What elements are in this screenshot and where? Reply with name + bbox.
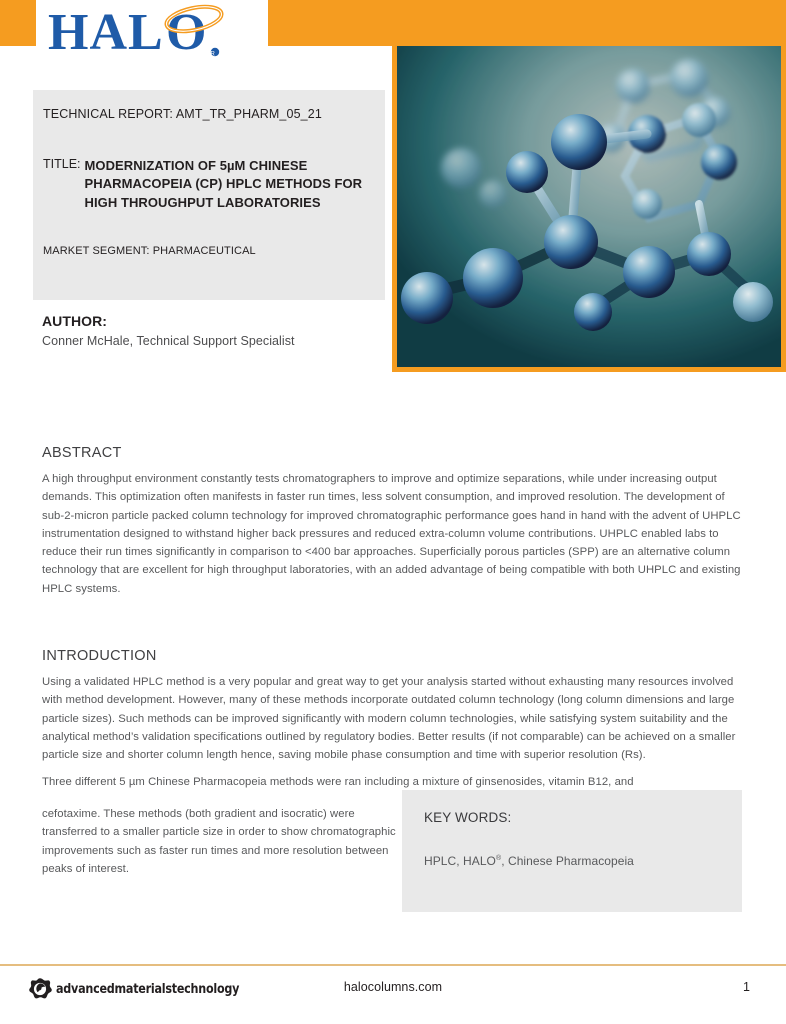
halo-logo-icon	[48, 4, 268, 62]
introduction-heading: INTRODUCTION	[42, 648, 157, 664]
keywords-title: KEY WORDS:	[424, 810, 512, 825]
abstract-body: A high throughput environment constantly tests chromatographers to improve and optimize separations, while under increasing output demands. This optimization often manifests in faster run times, less solvent consumption, and improved resolution. The development of sub-2-micron particle packed column technology for improved chromatographic performance goes hand in hand with the advent of UHPLC instrumentation designed to withstand higher back pressures and reduced extra-column volume contributions. UHPLC enabled labs to reduce their run times significantly in comparison to <400 bar approaches. Superficially porous particles (SPP) are an alternative column technology that are excellent for high throughput laboratories, with an added advantage of being compatible with both UHPLC and existing HPLC systems.	[42, 473, 741, 595]
footer-page-number: 1	[743, 980, 750, 994]
footer-website[interactable]: halocolumns.com	[343, 980, 443, 994]
introduction-paragraph-2-rest: cefotaxime. These methods (both gradient and isocratic) were transferred to a smaller particle size in order to show chromatographic improvements such as faster run times and more resolution between peaks of interest.	[42, 808, 396, 875]
introduction-paragraph-2-lead: Three different 5 µm Chinese Pharmacopeia methods were ran including a mixture of ginsenosides, vitamin B12, and	[42, 776, 634, 788]
abstract-heading: ABSTRACT	[42, 445, 122, 461]
keywords-values	[424, 854, 742, 868]
svg-text:HAL: HAL	[48, 4, 164, 61]
keywords-prefix: HPLC, HALO	[424, 854, 496, 868]
registered-mark: ®	[495, 855, 502, 862]
halo-logo	[48, 4, 268, 62]
molecule-illustration-icon	[397, 46, 781, 367]
amt-wordmark: advancedmaterialstechnology	[56, 981, 240, 997]
author-label: AUTHOR:	[42, 313, 108, 329]
svg-text:R: R	[210, 51, 215, 58]
report-number: TECHNICAL REPORT: AMT_TR_PHARM_05_21	[43, 107, 322, 121]
report-title-panel	[33, 90, 385, 300]
market-segment: MARKET SEGMENT: PHARMACEUTICAL	[43, 245, 256, 258]
author-block	[42, 313, 382, 348]
orange-accent-square-left	[0, 0, 36, 46]
author-name: Conner McHale, Technical Support Specialist	[42, 334, 295, 348]
svg-text:O: O	[166, 4, 207, 61]
keywords-suffix: , Chinese Pharmacopeia	[501, 854, 634, 868]
orange-accent-bar-top	[268, 0, 786, 46]
report-title-label: TITLE:	[43, 156, 81, 171]
hero-image	[392, 41, 786, 372]
introduction-paragraph-1: Using a validated HPLC method is a very popular and great way to get your analysis started without exhausting many resources involved with method development. However, many of these methods incorporate outdated column technology (long column dimensions and large particle sizes). Such methods can be improved significantly with modern column technologies, while satisfying system suitability and the analytical method’s validation specifications outlined by regulatory bodies. Better results (if not comparable) can be achieved on a smaller particle size and shorter column length hence, saving mobile phase consumption and time with superior resolution (Rs).	[42, 676, 736, 762]
report-title-row	[43, 157, 385, 214]
page-footer	[0, 966, 786, 1024]
report-title-text: MODERNIZATION OF 5µM CHINESE PHARMACOPEIA (CP) HPLC METHODS FOR HIGH THROUGHPUT LABORATORIES	[84, 157, 363, 211]
keywords-panel	[402, 790, 742, 912]
